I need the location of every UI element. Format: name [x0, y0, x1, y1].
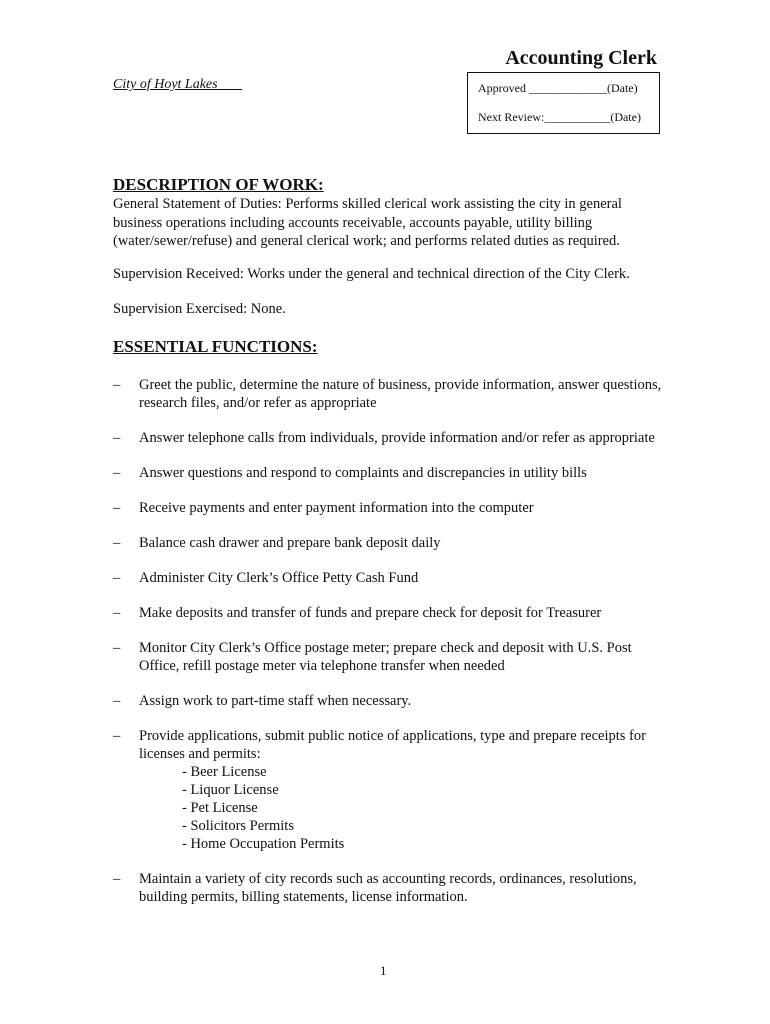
license-item: - Beer License — [182, 764, 267, 780]
dash-bullet: – — [113, 535, 121, 551]
dash-bullet: – — [113, 377, 121, 393]
list-item: – Balance cash drawer and prepare bank deposit daily — [113, 535, 441, 551]
supervision-exercised: Supervision Exercised: None. — [113, 301, 286, 317]
list-item: – Greet the public, determine the nature of business, provide information, answer questions, research files, and/or refer as appropriate — [113, 377, 662, 411]
license-item: - Liquor License — [182, 782, 279, 798]
description-heading: DESCRIPTION OF WORK: — [113, 175, 324, 194]
description-section — [113, 175, 673, 319]
next-review-date-line: Next Review:___________(Date) — [478, 110, 641, 124]
dash-bullet: – — [113, 465, 121, 481]
list-item: – Assign work to part-time staff when necessary. — [113, 693, 412, 709]
list-item: – Make deposits and transfer of funds and prepare check for deposit for Treasurer — [113, 605, 602, 621]
essential-functions-heading: ESSENTIAL FUNCTIONS: — [113, 337, 318, 356]
list-item: – Maintain a variety of city records such as accounting records, ordinances, resolutions, building permits, billing statements, license information. — [113, 871, 637, 905]
approved-date-line: Approved _____________(Date) — [478, 81, 638, 95]
document-title: Accounting Clerk — [505, 47, 657, 69]
dash-bullet: – — [113, 605, 121, 621]
supervision-received: Supervision Received: Works under the general and technical direction of the City Clerk. — [113, 265, 630, 282]
approval-box — [467, 72, 660, 134]
license-list — [139, 763, 673, 853]
dash-bullet: – — [113, 570, 121, 586]
organization-name: City of Hoyt Lakes — [113, 77, 243, 92]
license-item: - Pet License — [182, 800, 258, 816]
list-item: – Monitor City Clerk’s Office postage meter; prepare check and deposit with U.S. Post Office, refill postage meter via telephone transfer when needed — [113, 640, 632, 674]
dash-bullet: – — [113, 728, 121, 744]
list-item: – Administer City Clerk’s Office Petty Cash Fund — [113, 570, 419, 586]
essential-functions-section — [113, 337, 673, 357]
list-item: – Answer telephone calls from individuals, provide information and/or refer as appropriate — [113, 430, 655, 446]
license-item: - Solicitors Permits — [182, 818, 294, 834]
dash-bullet: – — [113, 430, 121, 446]
general-statement: General Statement of Duties: Performs skilled clerical work assisting the city in general business operations including accounts receivable, accounts payable, utility billing (water/sewer/refuse) and general clerical work; and performs related duties as required. — [113, 196, 622, 249]
list-item: – Provide applications, submit public notice of applications, type and prepare receipts for licenses and permits: - Beer License - Liquor License - Pet License - Solicitors Permits - Home Occupation Permits — [113, 727, 673, 853]
essential-functions-list — [113, 376, 673, 923]
license-item: - Home Occupation Permits — [182, 836, 345, 852]
list-item: – Answer questions and respond to complaints and discrepancies in utility bills — [113, 465, 587, 481]
list-item: – Receive payments and enter payment information into the computer — [113, 500, 534, 516]
dash-bullet: – — [113, 640, 121, 656]
dash-bullet: – — [113, 871, 121, 887]
dash-bullet: – — [113, 693, 121, 709]
dash-bullet: – — [113, 500, 121, 516]
page-number: 1 — [380, 963, 387, 978]
